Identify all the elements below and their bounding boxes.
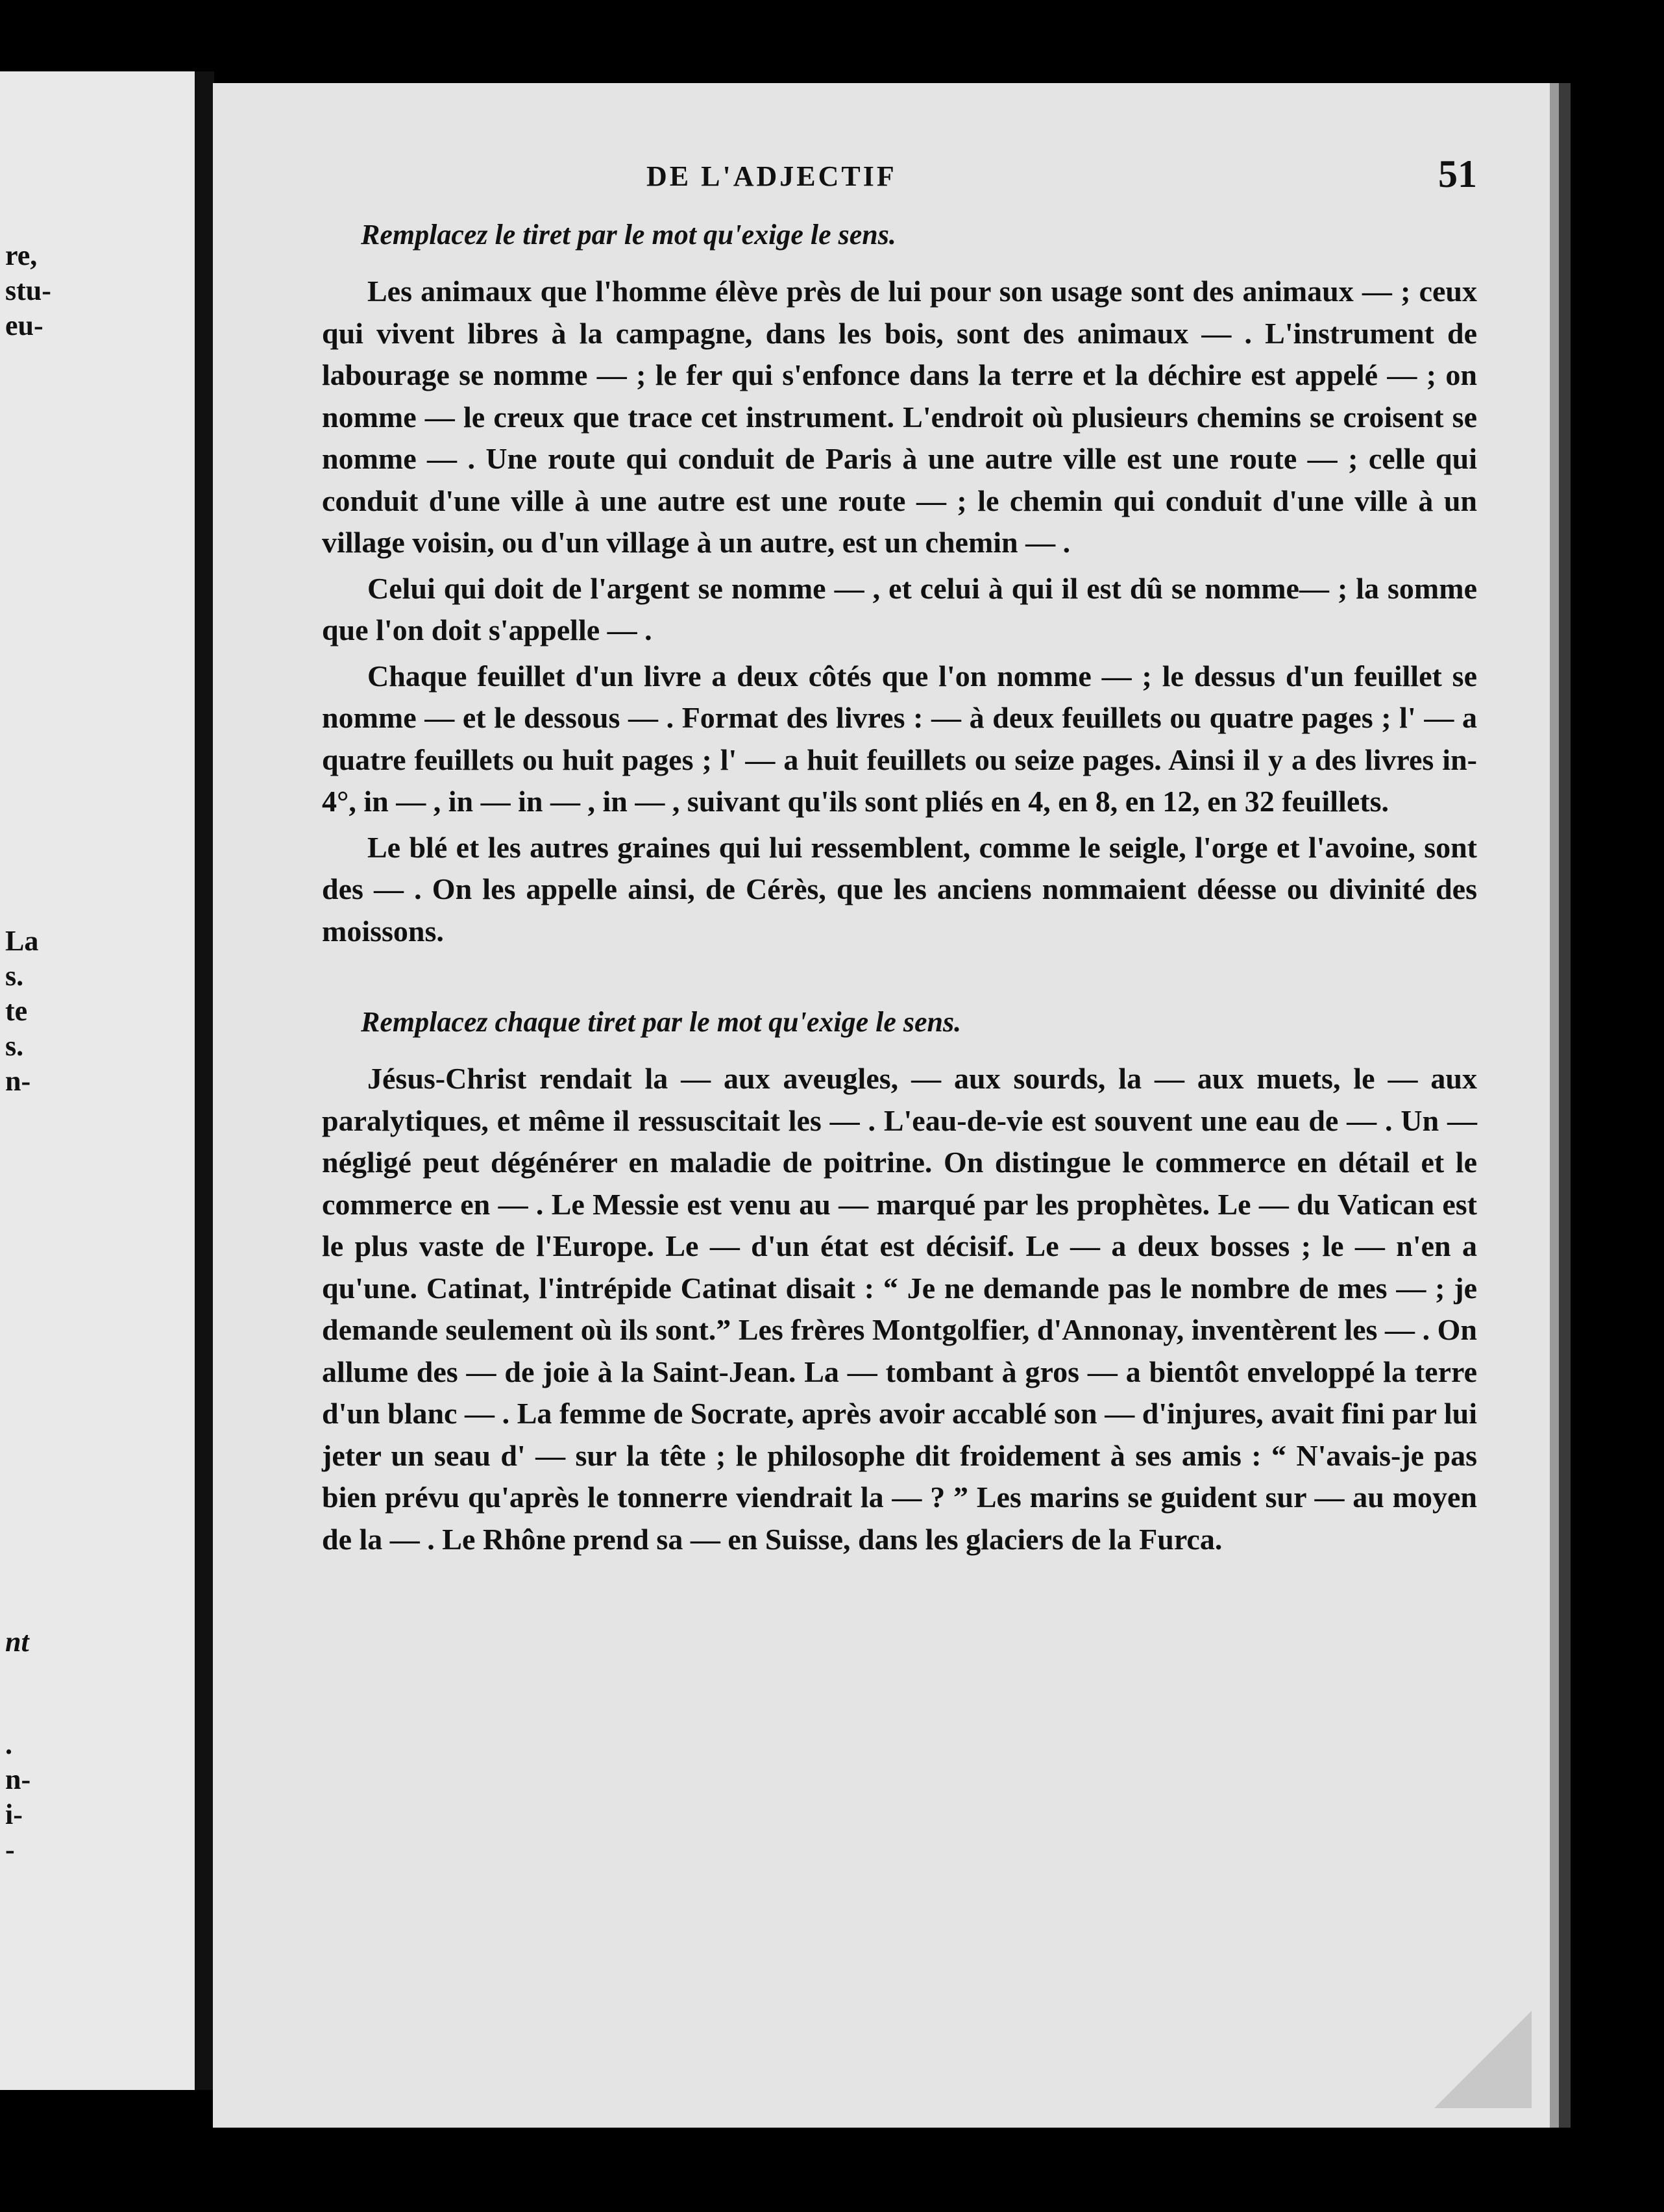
- book-gutter: [195, 71, 214, 2090]
- exercise-paragraph: Le blé et les autres graines qui lui ressemblent, comme le seigle, l'orge et l'avoine, sont des — . On les appelle ainsi, de Cérès, que les anciens nommaient déesse ou divinité des moissons.: [322, 830, 1477, 948]
- left-page-text-fragment: s.: [5, 960, 24, 992]
- page-number: 51: [1438, 153, 1477, 195]
- exercise-paragraph: Les animaux que l'homme élève près de lui pour son usage sont des animaux — ; ceux qui vivent libres à la campagne, dans les bois, sont des animaux — . L'instrument de labourage se nomme — ; le fer qui s'enfonce dans la terre et la déchire est appelé — ; on nomme — le creux que trace cet instrument. L'endroit où plusieurs chemins se croisent se nomme — . Une route qui conduit de Paris à une autre ville est une route — ; celle qui conduit d'une ville à une autre est une route — ; le chemin qui conduit d'une ville à un village voisin, ou d'un village à un autre, est un chemin — .: [322, 275, 1477, 559]
- exercise-paragraph: Chaque feuillet d'un livre a deux côtés que l'on nomme — ; le dessus d'un feuillet se nomme — et le dessous — . Format des livres : — à deux feuillets ou quatre pages ; l' — a quatre feuillets ou huit pages ; l' — a huit feuillets ou seize pages. Ainsi il y a des livres in-4°, in — , in — in — , in — , suivant qu'ils sont pliés en 4, en 8, en 12, en 32 feuillets.: [322, 659, 1477, 818]
- left-page-text-fragment: La: [5, 925, 39, 957]
- left-page-text-fragment: .: [5, 1728, 12, 1760]
- left-page-text-fragment: i-: [5, 1799, 23, 1830]
- left-page-text-fragment: s.: [5, 1030, 24, 1062]
- running-head: [322, 153, 1477, 212]
- left-page-text-fragment: -: [5, 1834, 15, 1865]
- left-page-text-fragment: re,: [5, 240, 38, 271]
- exercise-instruction: Remplacez le tiret par le mot qu'exige le sens.: [361, 219, 896, 251]
- left-page-text-fragment: stu-: [5, 275, 51, 306]
- book-page: [213, 83, 1559, 2128]
- exercise-paragraph: Celui qui doit de l'argent se nomme — , et celui à qui il est dû se nomme— ; la somme que l'on doit s'appelle — .: [322, 571, 1477, 646]
- left-page-text-fragment: eu-: [5, 310, 43, 341]
- exercise-instruction: Remplacez chaque tiret par le mot qu'exige le sens.: [361, 1006, 962, 1038]
- page-corner-fold: [1434, 2011, 1532, 2108]
- previous-page-fragment: [0, 71, 195, 2090]
- running-head-title: DE L'ADJECTIF: [646, 160, 897, 192]
- page-content: [322, 153, 1477, 1564]
- left-page-text-fragment: n-: [5, 1065, 31, 1097]
- left-page-text-fragment: nt: [5, 1626, 29, 1658]
- left-page-text-fragment: n-: [5, 1763, 31, 1795]
- left-page-text-fragment: te: [5, 995, 28, 1027]
- section-spacer: [322, 956, 1477, 999]
- exercise-paragraph: Jésus-Christ rendait la — aux aveugles, — aux sourds, la — aux muets, le — aux paralytiques, et même il ressuscitait les — . L'eau-de-vie est souvent une eau de — . Un — négligé peut dégénérer en maladie de poitrine. On distingue le commerce en détail et le commerce en — . Le Messie est venu au — marqué par les prophètes. Le — du Vatican est le plus vaste de l'Europe. Le — d'un état est décisif. Le — a deux bosses ; le — n'en a qu'une. Catinat, l'intrépide Catinat disait : “ Je ne demande pas le nombre de mes — ; je demande seulement où ils sont.” Les frères Montgolfier, d'Annonay, inventèrent les — . On allume des — de joie à la Saint-Jean. La — tombant à gros — a bientôt enveloppé la terre d'un blanc — . La femme de Socrate, après avoir accablé son — d'injures, avait fini par lui jeter un seau d' — sur la tête ; le philosophe dit froidement à ses amis : “ N'avais-je pas bien prévu qu'après le tonnerre viendrait la — ? ” Les marins se guident sur — au moyen de la — . Le Rhône prend sa — en Suisse, dans les glaciers de la Furca.: [322, 1062, 1477, 1556]
